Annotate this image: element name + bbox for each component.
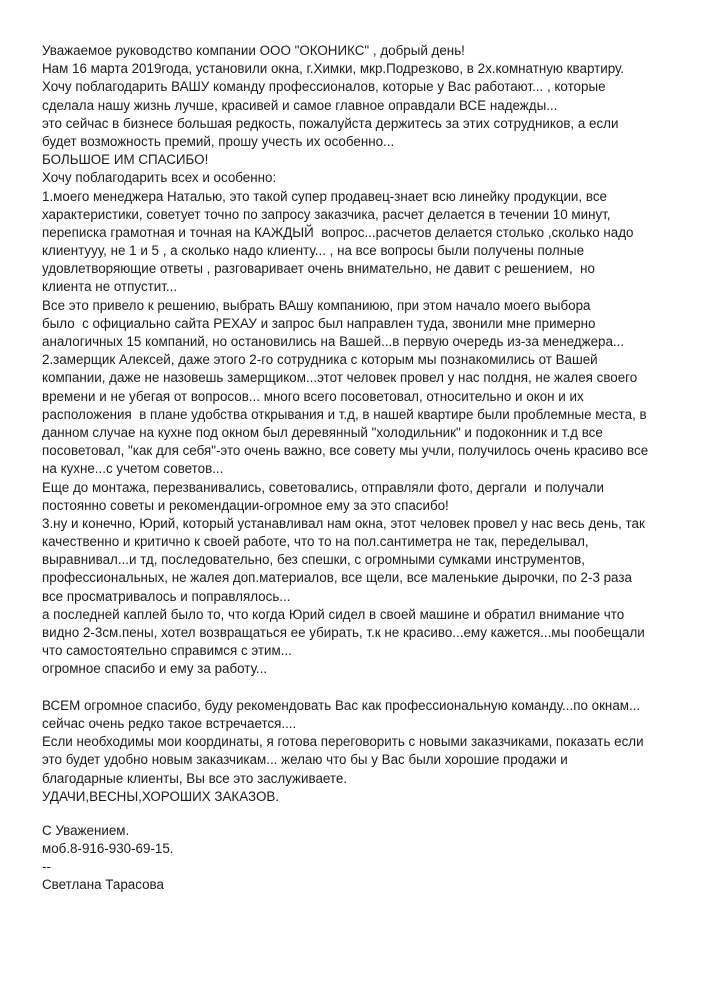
text-line: клиентууу, не 1 и 5 , а сколько надо клиенту... , на все вопросы были получены полные bbox=[42, 243, 585, 259]
text-line: будет возможность премий, прошу учесть их особенно... bbox=[42, 133, 395, 149]
text-line: что самостоятельно справимся с этим... bbox=[42, 643, 292, 659]
text-line: данном случае на кухне под окном был деревянный "холодильник" и подоконник и т.д все bbox=[42, 424, 603, 440]
text-line: переписка грамотная и точная на КАЖДЫЙ вопрос...расчетов делается столько ,сколько надо bbox=[42, 224, 634, 240]
letter-body bbox=[42, 42, 682, 679]
letter-document bbox=[42, 42, 682, 895]
text-line: сейчас очень редко такое встречается.... bbox=[42, 715, 297, 731]
text-line: постоянно советы и рекомендации-огромное ему за это спасибо! bbox=[42, 497, 449, 513]
text-line: было с официально сайта РЕХАУ и запрос был направлен туда, звонили мне примерно bbox=[42, 315, 596, 331]
text-line: удовлетворяющие ответы , разговаривает очень внимательно, не давит с решением, но bbox=[42, 261, 596, 277]
text-line: это будет удобно новым заказчикам... желаю что бы у Вас были хорошие продажи и bbox=[42, 752, 568, 768]
text-line: а последней каплей было то, что когда Юрий сидел в своей машине и обратил внимание что bbox=[42, 606, 625, 622]
text-line: характеристики, советует точно по запросу заказчика, расчет делается в течении 10 минут, bbox=[42, 206, 611, 222]
text-line: Еще до монтажа, перезванивались, советовались, отправляли фото, дергали и получали bbox=[42, 479, 604, 495]
text-line: сделала нашу жизнь лучше, красивей и самое главное оправдали ВСЕ надежды... bbox=[42, 97, 558, 113]
text-line: посоветовал, "как для себя"-это очень важно, все совету мы учли, получилось очень красиво все bbox=[42, 443, 649, 459]
text-line: огромное спасибо и ему за работу... bbox=[42, 661, 268, 677]
paragraph-gap bbox=[42, 679, 682, 697]
text-line: ВСЕМ огромное спасибо, буду рекомендовать Вас как профессиональную команду...по окнам... bbox=[42, 697, 641, 713]
text-line: выравнивал...и тд, последовательно, без спешки, с огромными сумками инструментов, bbox=[42, 552, 585, 568]
text-line: Если необходимы мои координаты, я готова переговорить с новыми заказчиками, показать если bbox=[42, 734, 644, 750]
text-line: компании, даже не назовешь замерщиком...этот человек провел у нас полдня, не жалея своего bbox=[42, 370, 638, 386]
text-line: качественно и критично к своей работе, что то на пол.сантиметра не так, переделывал, bbox=[42, 534, 589, 550]
text-line: это сейчас в бизнесе большая редкость, пожалуйста держитесь за этих сотрудников, а если bbox=[42, 115, 619, 131]
text-line: Уважаемое руководство компании ООО "ОКОНИКС" , добрый день! bbox=[42, 43, 465, 58]
text-line: Хочу поблагодарить ВАШУ команду профессионалов, которые у Вас работают... , которые bbox=[42, 79, 606, 95]
letter-closing bbox=[42, 697, 682, 806]
text-line: УДАЧИ,ВЕСНЫ,ХОРОШИХ ЗАКАЗОВ. bbox=[42, 788, 280, 804]
text-line: профессиональных, не жалея доп.материалов, все щели, все маленькие дырочки, по 2-3 раза bbox=[42, 570, 632, 586]
signature-phone: моб.8-916-930-69-15. bbox=[42, 841, 174, 857]
text-line: аналогичных 15 компаний, но остановились на Вашей...в первую очередь из-за менеджера... bbox=[42, 334, 625, 349]
text-line: расположения в плане удобства открывания и т.д, в нашей квартире были проблемные места, в bbox=[42, 406, 647, 422]
text-line: Хочу поблагодарить всех и особенно: bbox=[42, 170, 277, 186]
signature-name: Светлана Тарасова bbox=[42, 877, 164, 893]
signature-regards: С Уважением. bbox=[42, 822, 130, 838]
text-line: на кухне...с учетом советов... bbox=[42, 461, 224, 477]
signature-block bbox=[42, 822, 682, 895]
text-line: 1.моего менеджера Наталью, это такой супер продавец-знает всю линейку продукции, все bbox=[42, 188, 607, 204]
text-line: Нам 16 марта 2019года, установили окна, г.Химки, мкр.Подрезково, в 2х.комнатную квартиру. bbox=[42, 61, 625, 77]
text-line: видно 2-3см.пены, хотел возвращаться ее убирать, т.к не красиво...ему кажется...мы пообещали bbox=[42, 625, 645, 640]
text-line: времени и не убегая от вопросов... много всего посоветовал, относительно и окон и их bbox=[42, 388, 584, 404]
text-line: Все это привело к решению, выбрать ВАшу компаниюю, при этом начало моего выбора bbox=[42, 297, 591, 313]
paragraph-gap bbox=[42, 806, 682, 822]
text-line: БОЛЬШОЕ ИМ СПАСИБО! bbox=[42, 152, 209, 168]
text-line: все просматривалось и поправлялось... bbox=[42, 588, 291, 604]
text-line: клиента не отпустит... bbox=[42, 279, 178, 295]
text-line: 2.замерщик Алексей, даже этого 2-го сотрудника с которым мы познакомились от Вашей bbox=[42, 352, 598, 368]
text-line: 3.ну и конечно, Юрий, который устанавливал нам окна, этот человек провел у нас весь день, так bbox=[42, 515, 645, 531]
signature-separator: -- bbox=[42, 859, 51, 875]
text-line: благодарные клиенты, Вы все это заслуживаете. bbox=[42, 770, 348, 786]
